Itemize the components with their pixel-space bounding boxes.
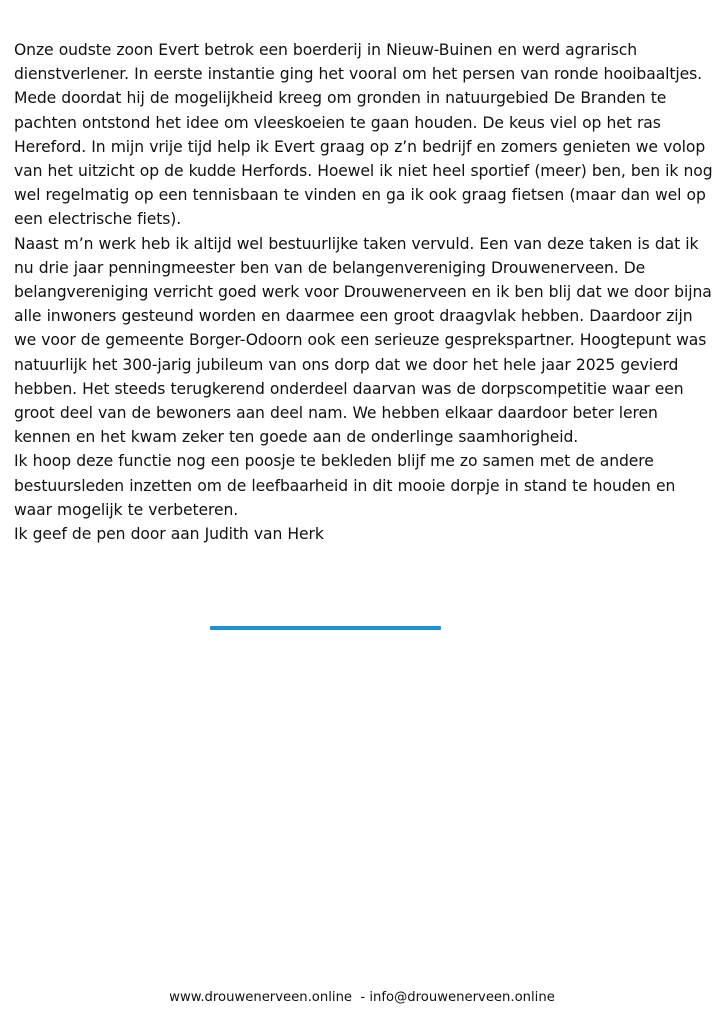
paragraph-evert-farm: Onze oudste zoon Evert betrok een boerderij in Nieuw-Buinen en werd agrarisch dienstverlener. In eerste instantie ging het vooral om het persen van ronde hooibaaltjes. Mede doordat hij de mogelijkheid kreeg om gronden in natuurgebied De Branden te pachten ontstond het idee om vleeskoeien te gaan houden. De keus viel op het ras Hereford. In mijn vrije tijd help ik Evert graag op z’n bedrijf en zomers genieten we volop van het uitzicht op de kudde Herfords. Hoewel ik niet heel sportief (meer) ben, ben ik nog wel regelmatig op een tennisbaan te vinden en ga ik ook graag fietsen (maar dan wel op een electrische fiets). [14,41,713,229]
article-body [14,38,714,546]
section-divider [210,626,441,630]
paragraph-future-plans: Ik hoop deze functie nog een poosje te bekleden blijf me zo samen met de andere bestuursleden inzetten om de leefbaarheid in dit mooie dorpje in stand te houden en waar mogelijk te verbeteren. [14,452,676,519]
footer-contact: www.drouwenerveen.online - info@drouwenerveen.online [169,990,555,1005]
paragraph-board-duties: Naast m’n werk heb ik altijd wel bestuurlijke taken vervuld. Een van deze taken is dat ik nu drie jaar penningmeester ben van de belangenvereniging Drouwenerveen. De belangvereniging verricht goed werk voor Drouwenerveen en ik ben blij dat we door bijna alle inwoners gesteund worden en daarmee een groot draagvlak hebben. Daardoor zijn we voor de gemeente Borger-Odoorn ook een serieuze gesprekspartner. Hoogtepunt was natuurlijk het 300-jarig jubileum van ons dorp dat we door het hele jaar 2025 gevierd hebben. Het steeds terugkerend onderdeel daarvan was de dorpscompetitie waar een groot deel van de bewoners aan deel nam. We hebben elkaar daardoor beter leren kennen en het kwam zeker ten goede aan de onderlinge saamhorigheid. [14,234,712,447]
paragraph-pass-the-pen: Ik geef de pen door aan Judith van Herk [14,525,324,544]
